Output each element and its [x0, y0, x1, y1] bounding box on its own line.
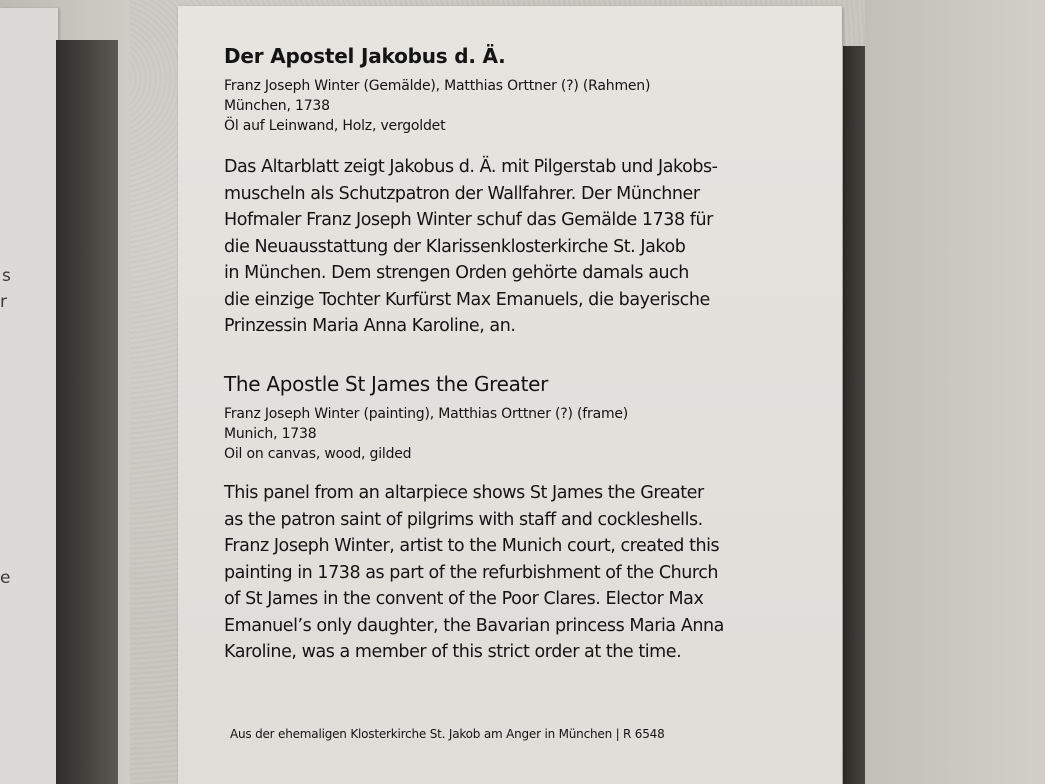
- german-place-date-line: München, 1738: [224, 98, 330, 114]
- english-body-line: Karoline, was a member of this strict order at the time.: [224, 642, 682, 662]
- german-body-line: Hofmaler Franz Joseph Winter schuf das Gemälde 1738 für: [224, 210, 713, 230]
- german-body-line: in München. Dem strengen Orden gehörte damals auch: [224, 263, 689, 283]
- english-body-line: as the patron saint of pilgrims with staff and cockleshells.: [224, 509, 703, 530]
- german-meta: [224, 76, 650, 136]
- english-meta: [224, 404, 628, 464]
- german-body-line: Prinzessin Maria Anna Karoline, an.: [224, 316, 516, 336]
- english-body-line: This panel from an altarpiece shows St James the Greater: [224, 483, 704, 503]
- german-material-line: Öl auf Leinwand, Holz, vergoldet: [224, 118, 446, 134]
- neighbor-label-fragment: r: [0, 292, 7, 312]
- german-artist-line: Franz Joseph Winter (Gemälde), Matthias Orttner (?) (Rahmen): [224, 78, 651, 94]
- german-body-line: muscheln als Schutzpatron der Wallfahrer. Der Münchner: [224, 183, 700, 204]
- wall-right: [865, 0, 1045, 784]
- german-body: [224, 154, 718, 340]
- german-body-line: die Neuausstattung der Klarissenklosterkirche St. Jakob: [224, 236, 686, 257]
- english-material-line: Oil on canvas, wood, gilded: [224, 446, 412, 462]
- german-title: Der Apostel Jakobus d. Ä.: [224, 44, 506, 68]
- neighbor-panel-shadow: [56, 40, 118, 784]
- german-body-line: die einzige Tochter Kurfürst Max Emanuels, die bayerische: [224, 289, 710, 310]
- english-body-line: of St James in the convent of the Poor Clares. Elector Max: [224, 589, 704, 609]
- provenance-footer: Aus der ehemaligen Klosterkirche St. Jakob am Anger in München | R 6548: [230, 727, 665, 741]
- english-body-line: Emanuel’s only daughter, the Bavarian princess Maria Anna: [224, 615, 724, 636]
- english-body-line: Franz Joseph Winter, artist to the Munich court, created this: [224, 536, 720, 556]
- english-artist-line: Franz Joseph Winter (painting), Matthias Orttner (?) (frame): [224, 406, 629, 422]
- museum-label-card: [178, 6, 842, 784]
- german-body-line: Das Altarblatt zeigt Jakobus d. Ä. mit Pilgerstab und Jakobs-: [224, 157, 718, 177]
- neighbor-panel-edge-right: [843, 46, 865, 784]
- english-body-line: painting in 1738 as part of the refurbishment of the Church: [224, 562, 719, 583]
- english-place-date-line: Munich, 1738: [224, 426, 317, 442]
- english-title: The Apostle St James the Greater: [224, 372, 549, 396]
- neighbor-label-fragment: s: [2, 266, 11, 286]
- neighbor-label-fragment: e: [0, 568, 11, 588]
- english-body: [224, 480, 724, 666]
- neighbor-label-panel: [0, 8, 58, 784]
